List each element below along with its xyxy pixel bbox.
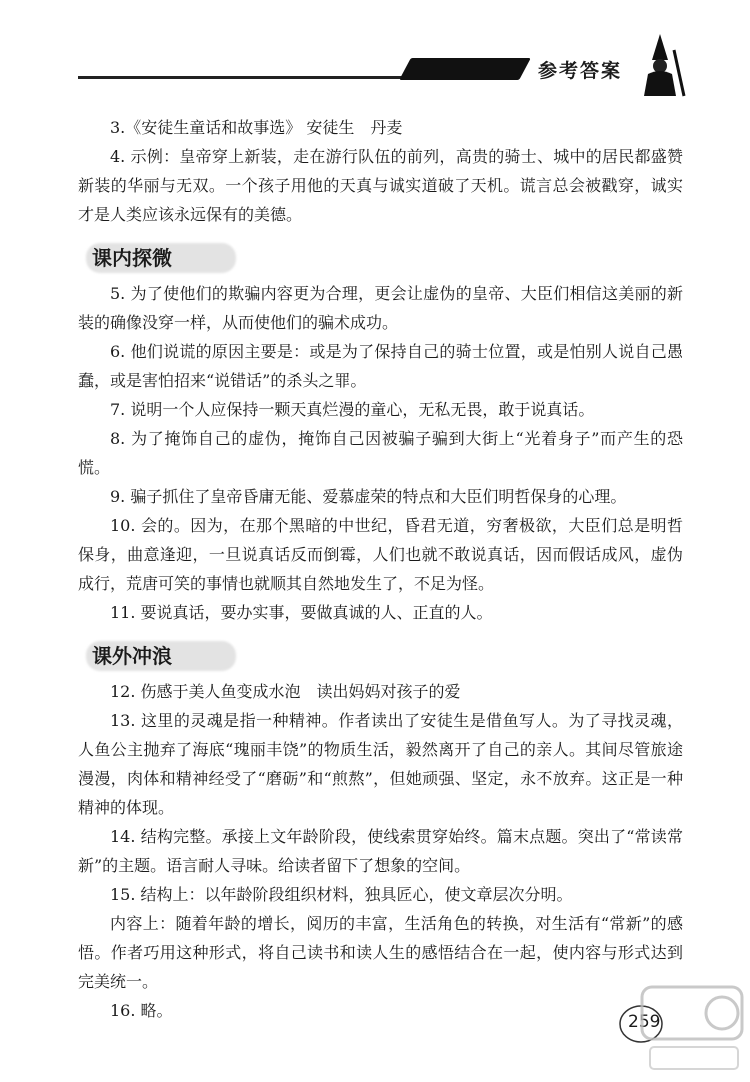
wizard-figure-icon <box>638 30 688 100</box>
page-header <box>0 0 750 110</box>
section-heading-text: 课内探微 <box>92 246 172 270</box>
answer-paragraph: 8. 为了掩饰自己的虚伪，掩饰自己因被骗子骗到大街上“光着身子”而产生的恐慌。 <box>78 429 683 477</box>
header-accent-bar <box>399 58 531 80</box>
section-heading <box>78 635 683 675</box>
page-number: 259 <box>628 1012 661 1032</box>
answer-paragraph: 13. 这里的灵魂是指一种精神。作者读出了安徒生是借鱼写人。为了寻找灵魂，人鱼公主抛弃了海底“瑰丽丰饶”的物质生活，毅然离开了自己的亲人。其间尽管旅途漫漫，肉体和精神经受了“磨砺”和“煎熬”，但她顽强、坚定，永不放弃。这正是一种精神的体现。 <box>78 711 683 817</box>
answer-paragraph: 12. 伤感于美人鱼变成水泡 读出妈妈对孩子的爱 <box>110 682 461 701</box>
answer-paragraph: 6. 他们说谎的原因主要是：或是为了保持自己的骑士位置，或是怕别人说自己愚蠢，或是害怕招来“说错话”的杀头之罪。 <box>78 342 683 390</box>
answer-paragraph: 16. 略。 <box>110 1001 173 1020</box>
answer-paragraph: 14. 结构完整。承接上文年龄阶段，使线索贯穿始终。篇末点题。突出了“常读常新”的主题。语言耐人寻味。给读者留下了想象的空间。 <box>78 827 683 875</box>
answer-paragraph: 5. 为了使他们的欺骗内容更为合理，更会让虚伪的皇帝、大臣们相信这美丽的新装的确像没穿一样，从而使他们的骗术成功。 <box>78 284 683 332</box>
answer-paragraph: 内容上：随着年龄的增长，阅历的丰富，生活角色的转换，对生活有“常新”的感悟。作者巧用这种形式，将自己读书和读人生的感悟结合在一起，使内容与形式达到完美统一。 <box>78 914 683 991</box>
answer-paragraph: 7. 说明一个人应保持一颗天真烂漫的童心，无私无畏，敢于说真话。 <box>110 400 595 419</box>
header-title: 参考答案 <box>538 60 623 82</box>
answer-content <box>78 113 683 1025</box>
header-rule <box>78 76 418 79</box>
section-heading-text: 课外冲浪 <box>92 644 172 668</box>
watermark-logo <box>640 985 745 1077</box>
answer-paragraph: 11. 要说真话，要办实事，要做真诚的人、正直的人。 <box>110 603 493 622</box>
answer-paragraph: 9. 骗子抓住了皇帝昏庸无能、爱慕虚荣的特点和大臣们明哲保身的心理。 <box>110 487 627 506</box>
answer-paragraph: 4. 示例：皇帝穿上新装，走在游行队伍的前列，高贵的骑士、城中的居民都盛赞新装的华丽与无双。一个孩子用他的天真与诚实道破了天机。谎言总会被戳穿，诚实才是人类应该永远保有的美德。 <box>78 147 683 224</box>
answer-paragraph: 10. 会的。因为，在那个黑暗的中世纪，昏君无道，穷奢极欲，大臣们总是明哲保身，曲意逢迎，一旦说真话反而倒霉，人们也就不敢说真话，因而假话成风，虚伪成行，荒唐可笑的事情也就顺其自然地发生了，不足为怪。 <box>78 516 683 593</box>
answer-paragraph: 15. 结构上：以年龄阶段组织材料，独具匠心，使文章层次分明。 <box>110 885 573 904</box>
section-heading <box>78 237 683 277</box>
answer-paragraph: 3.《安徒生童话和故事选》 安徒生 丹麦 <box>110 118 403 137</box>
